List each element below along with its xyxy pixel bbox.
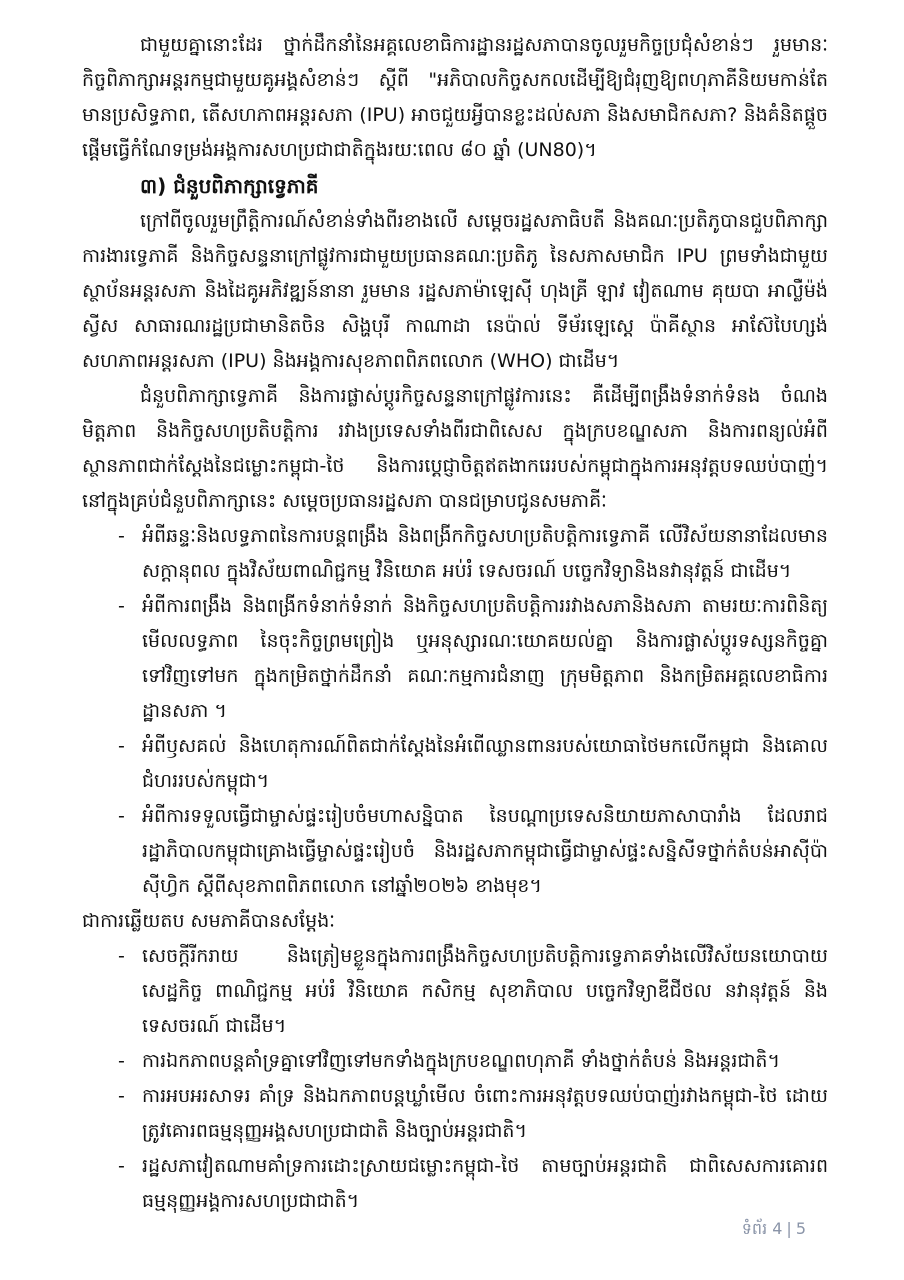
- list-item-text: អំពីឆន្ទៈនិងលទ្ធភាពនៃការបន្តពង្រឹង និងពង្រីកកិច្ចសហប្រតិបត្តិការទ្វេភាគី លើវិស័យនានាដែលមានសក្តានុពល ក្នុងវិស័យពាណិជ្ជកម្ម វិនិយោគ អប់រំ ទេសចរណ៍ បច្ចេកវិទ្យានិងនវានុវត្តន៍ ជាដើម។: [142, 525, 828, 582]
- bullet-list-1: [82, 519, 828, 904]
- dash-bullet-icon: -: [118, 525, 125, 547]
- page-separator: |: [786, 1219, 792, 1238]
- section-heading: ៣) ជំនួបពិភាក្សាទ្វេភាគី: [140, 174, 319, 198]
- dash-bullet-icon: -: [118, 805, 125, 827]
- list-item-text: អំពីការពង្រឹង និងពង្រីកទំនាក់ទំនាក់ និងកិច្ចសហប្រតិបត្តិការរវាងសភានិងសភា តាមរយៈការពិនិត្យមើលលទ្ធភាព នៃចុះកិច្ចព្រមព្រៀង ឬអនុស្សារណៈយោគយល់គ្នា និងការផ្លាស់ប្តូរទស្សនកិច្ចគ្នាទៅវិញទៅមក ក្នុងកម្រិតថ្នាក់ដឹកនាំ គណៈកម្មការជំនាញ ក្រុមមិត្តភាព និងកម្រិតអគ្គលេខាធិការដ្ឋានសភា ។: [142, 595, 828, 722]
- dash-bullet-icon: -: [118, 1085, 125, 1107]
- section-paragraph-2: ជំនួបពិភាក្សាទ្វេភាគី និងការផ្លាស់ប្តូរកិច្ចសន្ទនាក្រៅផ្លូវការនេះ គឺដើម្បីពង្រឹងទំនាក់ទំនង ចំណងមិត្តភាព និងកិច្ចសហប្រតិបត្តិការ រវាងប្រទេសទាំងពីរជាពិសេស ក្នុងក្របខណ្ឌសភា និងការពន្យល់អំពីស្ថានភាពជាក់ស្តែងនៃជម្លោះកម្ពុជា-ថៃ និងការប្តេជ្ញាចិត្តឥតងាករេរបស់កម្ពុជាក្នុងការអនុវត្តបទឈប់បាញ់។ នៅក្នុងគ្រប់ជំនួបពិភាក្សានេះ សម្តេចប្រធានរដ្ឋសភា បានជម្រាបជូនសមភាគីៈ: [82, 385, 828, 512]
- page-total: 5: [795, 1219, 806, 1238]
- list-item: [82, 519, 828, 589]
- list-item: [82, 799, 828, 904]
- list-item-text: ការឯកភាពបន្តគាំទ្រគ្នាទៅវិញទៅមកទាំងក្នុងក្របខណ្ឌពហុភាគី ទាំងថ្នាក់តំបន់ និងអន្តរជាតិ។: [142, 1050, 781, 1072]
- page-number: 4: [772, 1219, 783, 1238]
- list-item: [82, 729, 828, 799]
- page-label: ទំព័រ: [741, 1219, 768, 1238]
- list-item: [82, 1079, 828, 1149]
- list-item: [82, 589, 828, 729]
- dash-bullet-icon: -: [118, 1050, 125, 1072]
- list-item-text: អំពីការទទួលធ្វើជាម្ចាស់ផ្ទះរៀបចំមហាសន្និបាត នៃបណ្តាប្រទេសនិយាយភាសាបារាំង ដែលរាជរដ្ឋាភិបាលកម្ពុជាគ្រោងធ្វើម្ចាស់ផ្ទះរៀបចំ និងរដ្ឋសភាកម្ពុជាធ្វើជាម្ចាស់ផ្ទះសន្និសីទថ្នាក់តំបន់អាស៊ីប៉ាស៊ីហ្វិក ស្តីពីសុខភាពពិភពលោក នៅឆ្នាំ២០២៦ ខាងមុខ។: [142, 805, 828, 897]
- bullet-list-2: [82, 939, 828, 1219]
- list-item-text: សេចក្តីរីករាយ និងត្រៀមខ្លួនក្នុងការពង្រឹងកិច្ចសហប្រតិបត្តិការទ្វេភាគទាំងលើវិស័យនយោបាយ សេដ្ឋកិច្ច ពាណិជ្ជកម្ម អប់រំ វិនិយោគ កសិកម្ម សុខាភិបាល បច្ចេកវិទ្យាឌីជីថល នវានុវត្តន៍ និងទេសចរណ៍ ជាដើម។: [142, 945, 828, 1037]
- dash-bullet-icon: -: [118, 945, 125, 967]
- list-item-text: អំពីឫសគល់ និងហេតុការណ៍ពិតជាក់ស្តែងនៃអំពើឈ្លានពានរបស់យោធាថៃមកលើកម្ពុជា និងគោលជំហររបស់កម្ពុជា។: [142, 735, 828, 792]
- response-intro: ជាការឆ្លើយតប សមភាគីបានសម្តែងៈ: [82, 910, 336, 932]
- list-item-text: ការអបអរសាទរ គាំទ្រ និងឯកភាពបន្តឃ្លាំមើល ចំពោះការអនុវត្តបទឈប់បាញ់រវាងកម្ពុជា-ថៃ ដោយត្រូវគោរពធម្មនុញ្ញអង្គសហប្រជាជាតិ និងច្បាប់អន្តរជាតិ។: [142, 1085, 828, 1142]
- list-item: [82, 1149, 828, 1219]
- list-item: [82, 1044, 828, 1079]
- intro-paragraph: ជាមួយគ្នានោះដែរ ថ្នាក់ដឹកនាំនៃអគ្គលេខាធិការដ្ឋានរដ្ឋសភាបានចូលរួមកិច្ចប្រជុំសំខាន់ៗ រួមមានៈ កិច្ចពិភាក្សាអន្តរកម្មជាមួយគូអង្គសំខាន់ៗ ស្តីពី "អភិបាលកិច្ចសកលដើម្បីឱ្យជំរុញឱ្យពហុភាគីនិយមកាន់តែមានប្រសិទ្ធភាព, តើសហភាពអន្តរសភា (IPU) អាចជួយអ្វីបានខ្លះដល់សភា និងសមាជិកសភា? និងគំនិតផ្តួចផ្តើមធ្វើកំណែទម្រង់អង្គការសហប្រជាជាតិក្នុងរយៈពេល ៨០ ឆ្នាំ (UN80)។: [82, 34, 828, 161]
- dash-bullet-icon: -: [118, 1155, 125, 1177]
- list-item: [82, 939, 828, 1044]
- dash-bullet-icon: -: [118, 595, 125, 617]
- section-paragraph-1: ក្រៅពីចូលរួមព្រឹត្តិការណ៍សំខាន់ទាំងពីរខាងលើ សម្តេចរដ្ឋសភាធិបតី និងគណៈប្រតិភូបានជួបពិភាក្សាការងារទ្វេភាគី និងកិច្ចសន្ទនាក្រៅផ្លូវការជាមួយប្រធានគណៈប្រតិភូ នៃសភាសមាជិក IPU ព្រមទាំងជាមួយស្ថាប័នអន្តរសភា និងដៃគូអភិវឌ្ឍន៍នានា រួមមាន រដ្ឋសភាម៉ាឡេស៊ី ហុងគ្រី ឡាវ វៀតណាម គុយបា អាល្លឺម៉ង់ ស្វីស សាធារណរដ្ឋប្រជាមានិតចិន សិង្ហបុរី កាណាដា នេប៉ាល់ ទីម័រឡេស្តេ ប៉ាគីស្ថាន អាស៊ែបៃហ្សង់ សហភាពអន្តរសភា (IPU) និងអង្គការសុខភាពពិភពលោក (WHO) ជាដើម។: [82, 210, 828, 372]
- list-item-text: រដ្ឋសភាវៀតណាមគាំទ្រការដោះស្រាយជម្លោះកម្ពុជា-ថៃ តាមច្បាប់អន្តរជាតិ ជាពិសេសការគោរពធម្មនុញ្ញអង្គការសហប្រជាជាតិ។: [142, 1155, 828, 1212]
- page-footer: [742, 1218, 806, 1242]
- dash-bullet-icon: -: [118, 735, 125, 757]
